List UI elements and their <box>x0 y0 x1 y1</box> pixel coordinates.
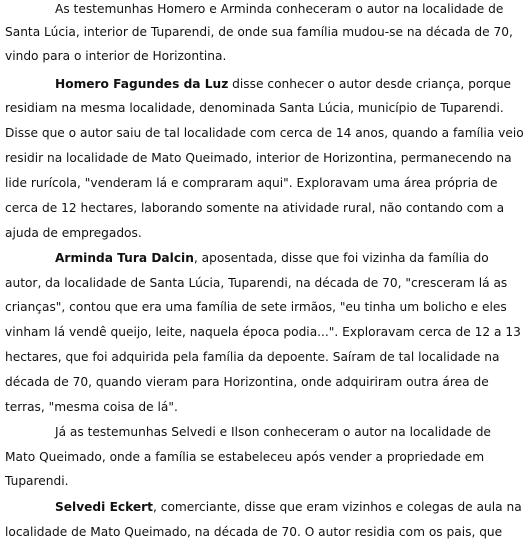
witness-name: Homero Fagundes da Luz <box>55 77 229 91</box>
text-line: lide rurícola, "venderam lá e compraram aqui". Exploravam uma área própria de <box>5 176 498 190</box>
text-line <box>55 249 489 267</box>
text-line: As testemunhas Homero e Arminda conheceram o autor na localidade de <box>55 2 504 16</box>
witness-name: Selvedi Eckert <box>55 500 154 514</box>
text-line: localidade de Mato Queimado, na década de 70. O autor residia com os pais, que <box>5 525 503 539</box>
text-line: residir na localidade de Mato Queimado, interior de Horizontina, permanecendo na <box>5 151 512 165</box>
text-line: residiam na mesma localidade, denominada Santa Lúcia, município de Tuparendi. <box>5 101 504 115</box>
text-line: Mato Queimado, onde a família se estabeleceu após vender a propriedade em <box>5 450 485 464</box>
text-line: crianças", contou que era uma família de sete irmãos, "eu tinha um bolicho e eles <box>5 300 507 314</box>
text-line: cerca de 12 hectares, laborando somente na atividade rural, não contando com a <box>5 201 505 215</box>
text-line: terras, "mesma coisa de lá". <box>5 400 178 414</box>
text-span: disse conhecer o autor desde criança, porque <box>228 77 512 91</box>
text-line: Tuparendi. <box>5 474 69 488</box>
text-span: , aposentada, disse que foi vizinha da família do <box>193 251 489 265</box>
text-line: década de 70, quando vieram para Horizontina, onde adquiriram outra área de <box>5 375 489 389</box>
text-line <box>55 75 512 93</box>
text-line: autor, da localidade de Santa Lúcia, Tuparendi, na década de 70, "cresceram lá as <box>5 276 508 290</box>
text-line: vindo para o interior de Horizontina. <box>5 49 227 63</box>
text-line: ajuda de empregados. <box>5 226 142 240</box>
witness-name: Arminda Tura Dalcin <box>55 251 194 265</box>
text-line: vinham lá vendê queijo, leite, naquela época podia...". Exploravam cerca de 12 a 13 <box>5 325 521 339</box>
text-span: , comerciante, disse que eram vizinhos e colegas de aula na <box>153 500 522 514</box>
text-line: hectares, que foi adquirida pela família da depoente. Saíram de tal localidade na <box>5 350 500 364</box>
text-line <box>55 498 522 516</box>
text-line: Disse que o autor saiu de tal localidade com cerca de 14 anos, quando a família veio <box>5 126 524 140</box>
text-line: Santa Lúcia, interior de Tuparendi, de onde sua família mudou-se na década de 70, <box>5 25 513 39</box>
text-line: Já as testemunhas Selvedi e Ilson conheceram o autor na localidade de <box>55 425 491 439</box>
